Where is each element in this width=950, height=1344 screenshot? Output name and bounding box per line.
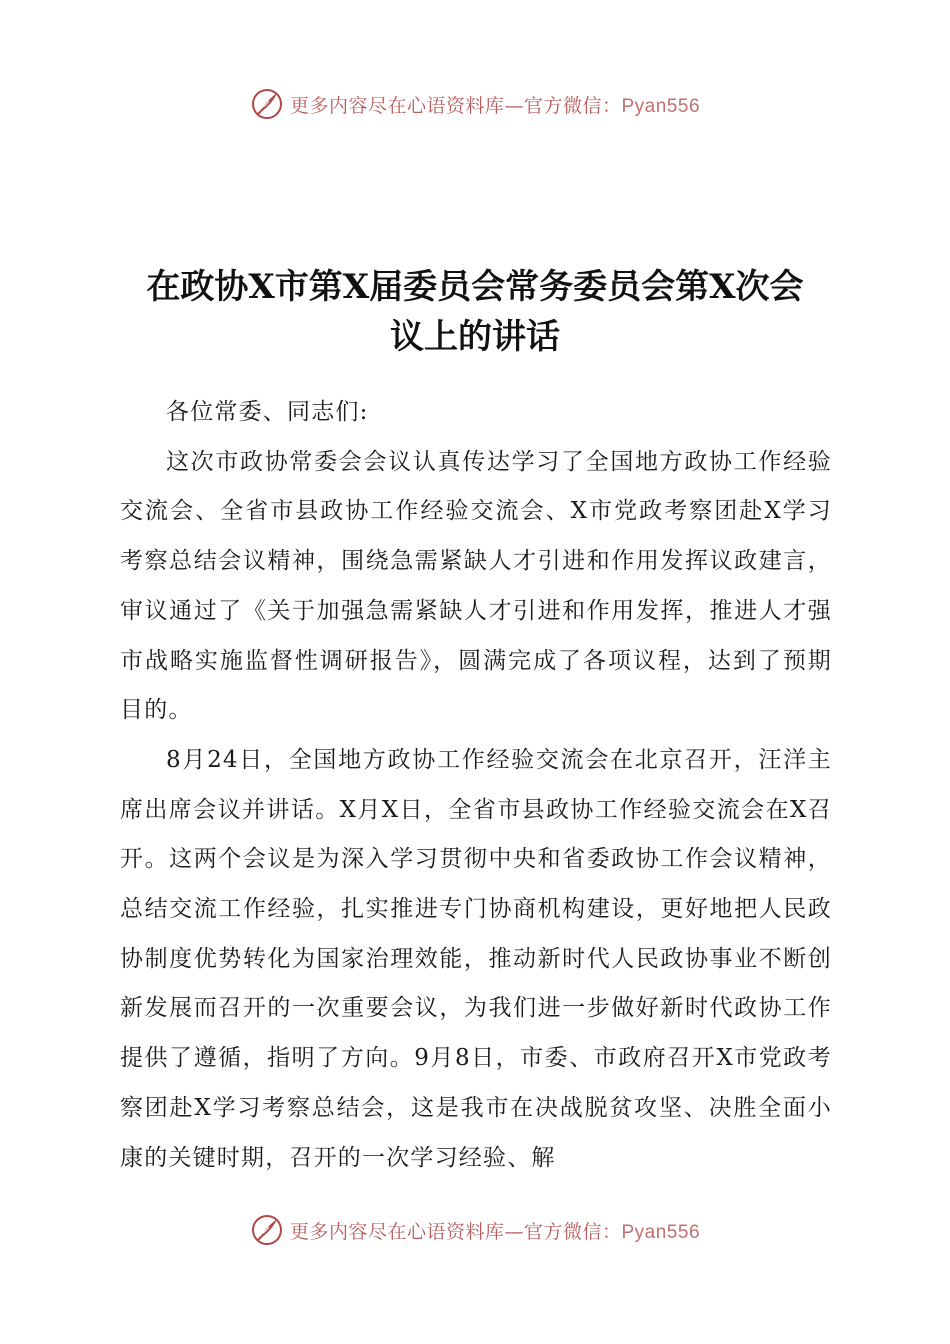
paragraph: 8月24日，全国地方政协工作经验交流会在北京召开，汪洋主席出席会议并讲话。X月X日，全省市县政协工作经验交流会在X召开。这两个会议是为深入学习贯彻中央和省委政协工作会议精神，总结交流工作经验，扎实推进专门协商机构建设，更好地把人民政协制度优势转化为国家治理效能，推动新时代人民政协事业不断创新发展而召开的一次重要会议，为我们进一步做好新时代政协工作提供了遵循，指明了方向。9月8日，市委、市政府召开X市党政考察团赴X学习考察总结会，这是我市在决战脱贫攻坚、决胜全面小康的关键时期，召开的一次学习经验、解 [120,746,832,1171]
title-line-2: 议上的讲话 [390,317,560,357]
watermark-text: 更多内容尽在心语资料库—官方微信：Pyan556 [289,1220,701,1243]
watermark-banner-bottom [0,1210,950,1250]
paragraph: 这次市政协常委会会议认真传达学习了全国地方政协工作经验交流会、全省市县政协工作经验交流会、X市党政考察团赴X学习考察总结会议精神，围绕急需紧缺人才引进和作用发挥议政建言，审议通过了《关于加强急需紧缺人才引进和作用发挥，推进人才强市战略实施监督性调研报告》，圆满完成了各项议程，达到了预期目的。 [120,448,832,724]
salutation: 各位常委、同志们: [166,399,369,425]
quill-pen-logo-icon [250,1213,284,1247]
quill-pen-logo-icon [250,87,284,121]
watermark-banner-top [0,84,950,124]
watermark-text: 更多内容尽在心语资料库—官方微信：Pyan556 [289,94,701,117]
document-title [0,262,950,362]
document-body [120,388,832,1183]
title-line-1: 在政协X市第X届委员会常务委员会第X次会 [146,267,804,307]
